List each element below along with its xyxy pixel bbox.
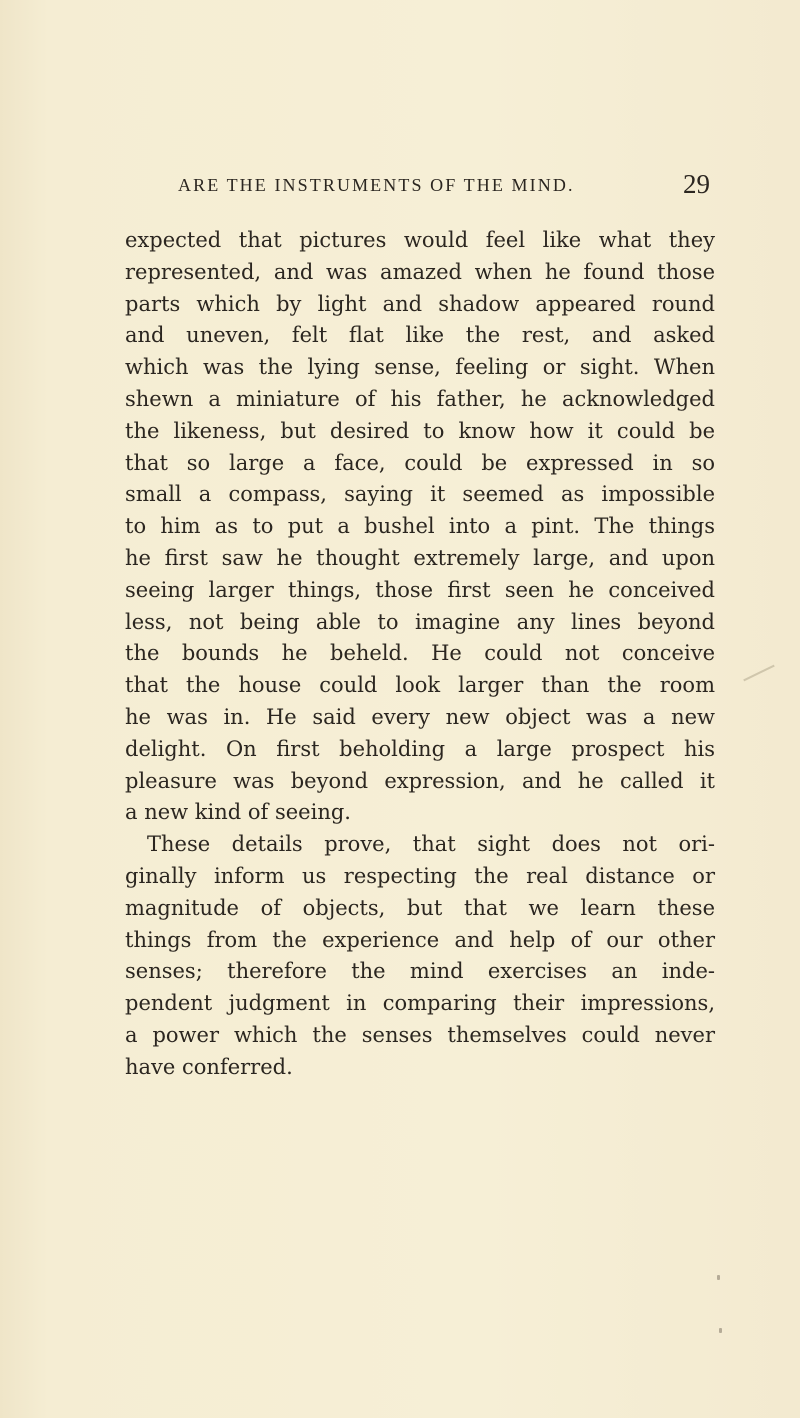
text-line: to him as to put a bushel into a pint. The things [125, 514, 715, 539]
text-line: he first saw he thought extremely large, and upon [125, 545, 715, 570]
text-line: and uneven, felt flat like the rest, and asked [125, 323, 715, 348]
running-head [120, 171, 710, 201]
text-line: pendent judgment in comparing their impressions, [125, 991, 715, 1016]
text-line: a power which the senses themselves could never [125, 1022, 715, 1047]
text-line: the bounds he beheld. He could not conceive [125, 641, 715, 666]
paragraph-1 [125, 225, 715, 829]
text-line: that the house could look larger than the room [125, 673, 715, 698]
text-line: represented, and was amazed when he found those [125, 259, 715, 284]
text-line: parts which by light and shadow appeared round [125, 291, 715, 316]
text-line: senses; therefore the mind exercises an inde- [125, 959, 715, 984]
text-line: delight. On first beholding a large prospect his [125, 736, 715, 761]
text-line: These details prove, that sight does not ori- [147, 832, 715, 857]
text-line: which was the lying sense, feeling or sight. When [125, 355, 715, 380]
body-text [125, 225, 715, 1084]
running-title: ARE THE INSTRUMENTS OF THE MIND. [178, 175, 575, 195]
text-line: have conferred. [125, 1054, 293, 1079]
text-line: pleasure was beyond expression, and he called it [125, 768, 715, 793]
text-line: the likeness, but desired to know how it could be [125, 418, 715, 443]
text-line: things from the experience and help of our other [125, 927, 715, 952]
paper-mark [743, 665, 774, 682]
page-number: 29 [683, 169, 710, 199]
text-line: less, not being able to imagine any lines beyond [125, 609, 715, 634]
paper-speck [719, 1328, 722, 1333]
text-line: small a compass, saying it seemed as impossible [125, 482, 715, 507]
text-line: expected that pictures would feel like what they [125, 228, 715, 252]
paper-speck [717, 1275, 720, 1280]
text-line: ginally inform us respecting the real distance or [125, 863, 715, 888]
text-line: magnitude of objects, but that we learn these [125, 895, 715, 920]
text-line: he was in. He said every new object was a new [125, 704, 715, 729]
paragraph-2 [125, 829, 715, 1083]
text-line: a new kind of seeing. [125, 800, 351, 825]
text-line: shewn a miniature of his father, he acknowledged [125, 386, 715, 411]
text-line: seeing larger things, those first seen he conceived [125, 577, 715, 602]
text-line: that so large a face, could be expressed in so [125, 450, 715, 475]
